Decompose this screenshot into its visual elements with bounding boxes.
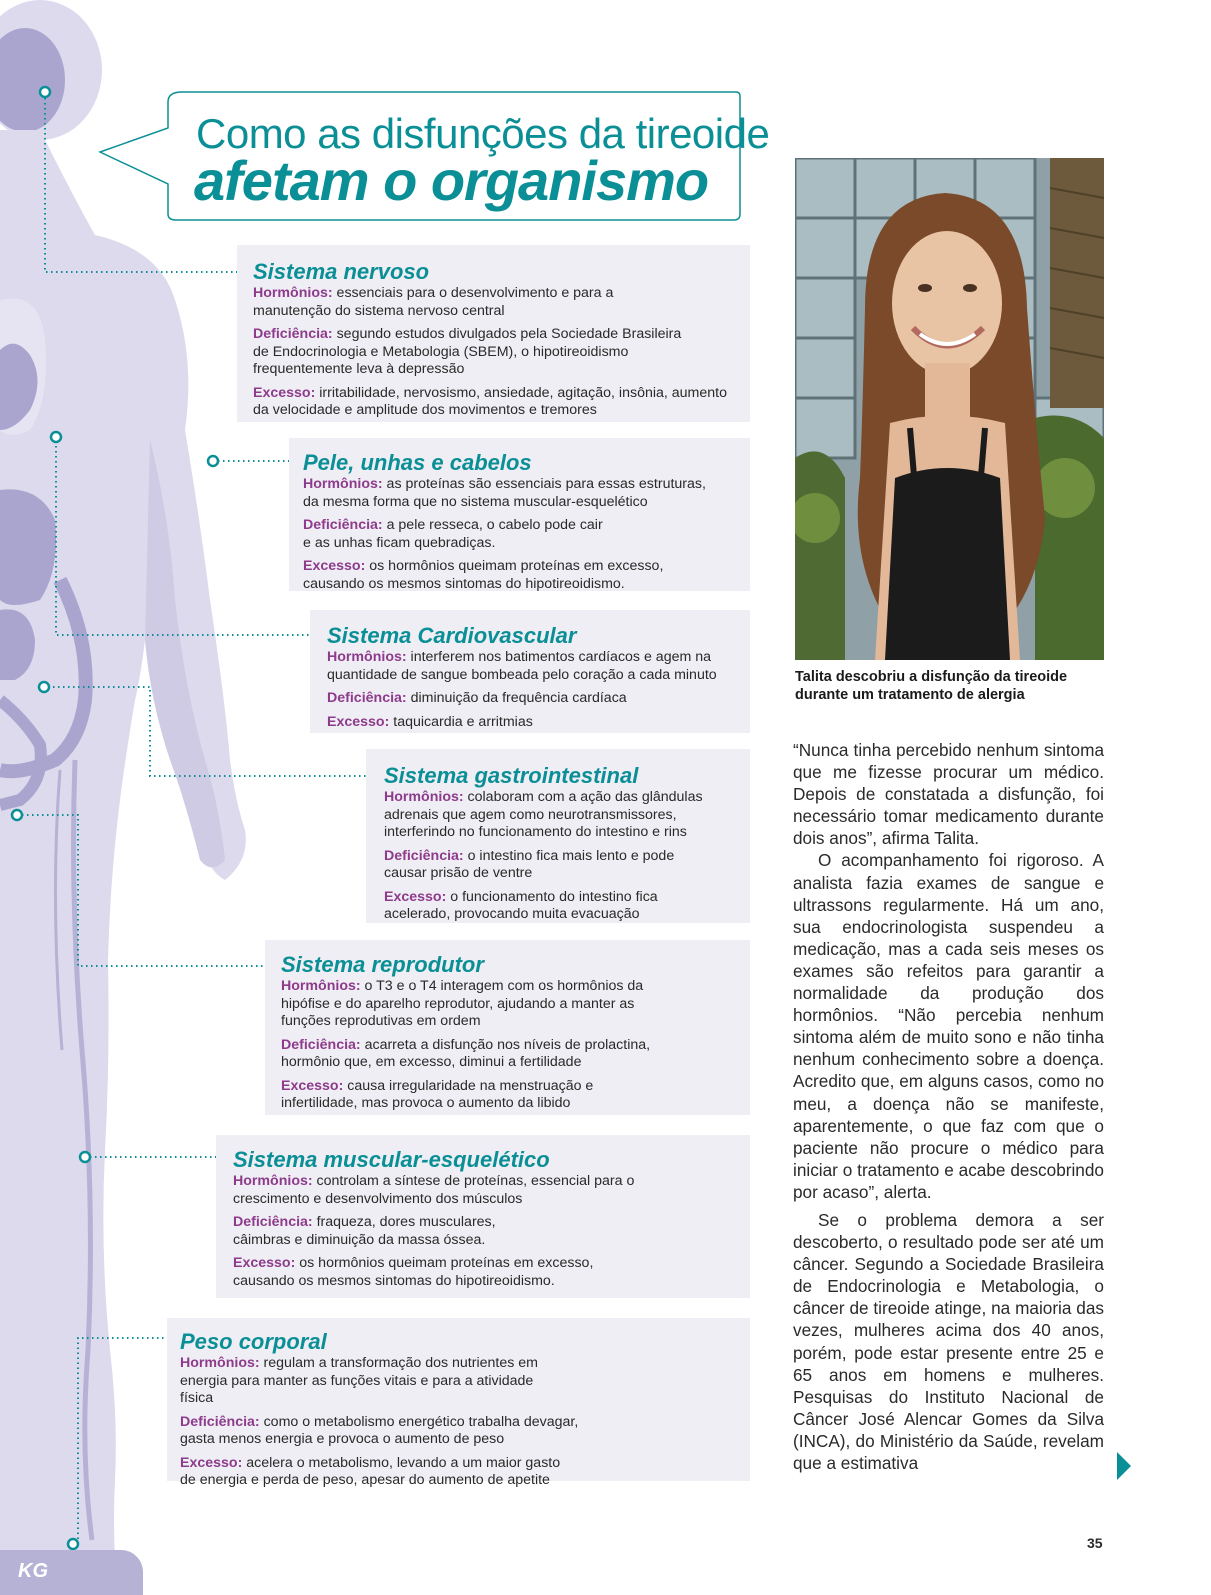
excesso-text: os hormônios queimam proteínas em excesso, causando os mesmos sintomas do hipotireoidismo. xyxy=(303,558,664,592)
hormonios-label: Hormônios: xyxy=(384,789,464,805)
hormonios-text: colaboram com a ação das glândulas adrenais que agem como neurotransmissores, interferindo no funcionamento do intestino e rins xyxy=(384,789,703,840)
article-paragraph: “Nunca tinha percebido nenhum sintoma que me fizesse procurar um médico. Depois de constatada a disfunção, foi necessário tomar medicamento durante dois anos”, afirma Talita. xyxy=(793,740,1104,849)
excesso-text: acelera o metabolismo, levando a um maior gasto de energia e perda de peso, apesar do aumento de apetite xyxy=(180,1454,561,1488)
section-sistema-muscular-esqueletico xyxy=(216,1135,750,1298)
hormonios-label: Hormônios: xyxy=(303,476,383,492)
portrait-photo xyxy=(795,158,1104,660)
hormonios-text: interferem nos batimentos cardíacos e agem na quantidade de sangue bombeada pelo coração a cada minuto xyxy=(327,649,717,683)
page-title-line1: Como as disfunções da tireoide xyxy=(196,110,770,157)
deficiencia-text: como o metabolismo energético trabalha devagar, gasta menos energia e provoca o aumento de peso xyxy=(180,1413,579,1447)
section-heading: Sistema Cardiovascular xyxy=(327,623,577,648)
magazine-logo: KG xyxy=(18,1560,48,1582)
section-peso-corporal xyxy=(167,1318,750,1488)
hormonios-text: regulam a transformação dos nutrientes em energia para manter as funções vitais e para a atividade física xyxy=(180,1355,538,1406)
excesso-label: Excesso: xyxy=(180,1454,243,1471)
deficiencia-text: segundo estudos divulgados pela Sociedade Brasileira de Endocrinologia e Metabologia (SBEM), o hipotireoidismo frequentemente leva à depressão xyxy=(253,326,682,377)
deficiencia-text: acarreta a disfunção nos níveis de prolactina, hormônio que, em excesso, diminui a fertilidade xyxy=(281,1036,651,1070)
excesso-text: taquicardia e arritmias xyxy=(389,713,533,730)
section-heading: Peso corporal xyxy=(180,1329,327,1354)
section-sistema-reprodutor xyxy=(265,940,750,1115)
article-body xyxy=(793,739,1104,1474)
photo-caption: Talita descobriu a disfunção da tireoide durante um tratamento de alergia xyxy=(795,669,1068,703)
section-pele-unhas-cabelos xyxy=(289,438,750,591)
hormonios-label: Hormônios: xyxy=(233,1173,313,1189)
section-sistema-cardiovascular xyxy=(310,610,750,733)
section-heading: Sistema reprodutor xyxy=(281,952,484,977)
excesso-label: Excesso: xyxy=(253,384,316,401)
hormonios-text: essenciais para o desenvolvimento e para a manutenção do sistema nervoso central xyxy=(253,285,614,319)
hormonios-text: as proteínas são essenciais para essas estruturas, da mesma forma que no sistema muscular-esquelético xyxy=(303,476,706,510)
section-heading: Sistema muscular-esquelético xyxy=(233,1147,550,1172)
deficiencia-label: Deficiência: xyxy=(281,1036,361,1053)
excesso-text: causa irregularidade na menstruação e infertilidade, mas provoca o aumento da libido xyxy=(281,1077,594,1111)
deficiencia-text: diminuição da frequência cardíaca xyxy=(406,690,627,706)
hormonios-text: controlam a síntese de proteínas, essencial para o crescimento e desenvolvimento dos músculos xyxy=(233,1173,635,1207)
deficiencia-label: Deficiência: xyxy=(384,847,464,864)
deficiencia-text: fraqueza, dores musculares, câimbras e diminuição da massa óssea. xyxy=(233,1214,496,1248)
deficiencia-label: Deficiência: xyxy=(253,326,333,342)
hormonios-label: Hormônios: xyxy=(253,285,333,301)
section-sistema-nervoso xyxy=(237,245,750,422)
section-sistema-gastrointestinal xyxy=(366,749,750,923)
page-title-line2: afetam o organismo xyxy=(194,149,709,212)
article-paragraph: Se o problema demora a ser descoberto, o resultado pode ser até um câncer. Segundo a Sociedade Brasileira de Endocrinologia e Metabologia, o câncer de tireoide atinge, na maioria das vezes, mulheres acima dos 40 anos, porém, pode estar presente entre 25 e 65 anos em homens e mulheres. Pesquisas do Instituto Nacional de Câncer José Alencar Gomes da Silva (INCA), do Ministério da Saúde, revelam que a estimativa xyxy=(793,1209,1104,1473)
section-heading: Sistema gastrointestinal xyxy=(384,763,639,788)
excesso-label: Excesso: xyxy=(327,713,390,730)
excesso-text: o funcionamento do intestino fica acelerado, provocando muita evacuação xyxy=(384,888,658,922)
hormonios-label: Hormônios: xyxy=(327,649,407,665)
deficiencia-text: o intestino fica mais lento e pode causar prisão de ventre xyxy=(384,847,675,881)
hormonios-label: Hormônios: xyxy=(180,1355,260,1371)
excesso-label: Excesso: xyxy=(233,1255,296,1271)
section-heading: Pele, unhas e cabelos xyxy=(303,450,532,475)
excesso-text: os hormônios queimam proteínas em excesso, causando os mesmos sintomas do hipotireoidismo. xyxy=(233,1255,594,1289)
article-paragraph: O acompanhamento foi rigoroso. A analista fazia exames de sangue e ultrassons regularmente. Há um ano, sua endocrinologista suspendeu a medicação, mas a cada seis meses os exames são refeitos para garantir a normalidade da produção dos hormônios. “Não percebia nenhum sintoma além de muito sono e não tinha nenhum conhecimento sobre a doença. Acredito que, em alguns casos, como no meu, a doença não se manifeste, aparentemente, o que faz com que o paciente não procure o médico para iniciar o tratamento e acabe descobrindo por acaso”, alerta. xyxy=(793,850,1104,1202)
deficiencia-label: Deficiência: xyxy=(303,517,383,533)
hormonios-text: o T3 e o T4 interagem com os hormônios da hipófise e do aparelho reprodutor, ajudando a manter as funções reprodutivas em ordem xyxy=(281,978,644,1029)
excesso-label: Excesso: xyxy=(281,1077,344,1094)
excesso-label: Excesso: xyxy=(384,888,447,905)
deficiencia-label: Deficiência: xyxy=(233,1214,313,1230)
page-number: 35 xyxy=(1087,1535,1103,1551)
deficiencia-label: Deficiência: xyxy=(327,690,407,706)
excesso-text: irritabilidade, nervosismo, ansiedade, agitação, insônia, aumento da velocidade e amplitude dos movimentos e tremores xyxy=(253,384,727,418)
deficiencia-text: a pele resseca, o cabelo pode cair e as unhas ficam quebradiças. xyxy=(303,517,603,551)
section-heading: Sistema nervoso xyxy=(253,259,430,284)
deficiencia-label: Deficiência: xyxy=(180,1413,260,1430)
excesso-label: Excesso: xyxy=(303,558,366,574)
hormonios-label: Hormônios: xyxy=(281,978,361,994)
next-page-arrow-icon xyxy=(1117,1452,1131,1480)
